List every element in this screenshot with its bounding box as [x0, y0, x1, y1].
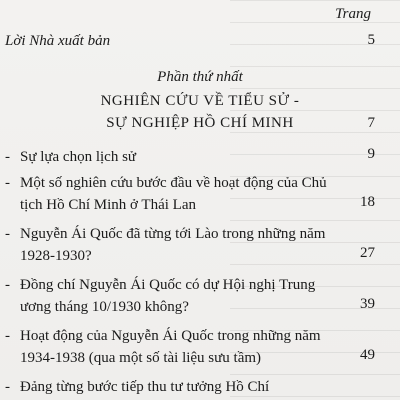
toc-preface-row: [5, 32, 363, 50]
entry-dash: -: [5, 277, 10, 293]
entry-page-number: 18: [360, 194, 375, 210]
entry-page-number: 27: [360, 245, 375, 261]
entry-dash: -: [5, 226, 10, 242]
preface-title: Lời Nhà xuất bản: [5, 33, 111, 49]
entry-dash: -: [5, 379, 10, 395]
entry-title: Sự lựa chọn lịch sử: [20, 149, 137, 165]
part-title-line-2: SỰ NGHIỆP HỒ CHÍ MINH: [106, 115, 294, 131]
page-column-header: Trang: [335, 6, 371, 22]
entry-title: Đồng chí Nguyễn Ái Quốc có dự Hội nghị Trung ương tháng 10/1930 không?: [20, 277, 316, 315]
entry-dash: -: [5, 328, 10, 344]
toc-entry: [5, 146, 335, 168]
entry-page-number: 39: [360, 296, 375, 312]
part-title-line-1: NGHIÊN CỨU VỀ TIỂU SỬ -: [100, 93, 300, 109]
toc-entry: [5, 325, 335, 369]
entry-dash: -: [5, 175, 10, 191]
toc-entry: [5, 376, 335, 398]
toc-entry: [5, 274, 335, 318]
entry-page-number: 9: [367, 146, 375, 162]
entry-dash: -: [5, 149, 10, 165]
toc-entry: [5, 223, 335, 267]
part-page-number: 7: [367, 115, 375, 131]
entry-page-number: 49: [360, 347, 375, 363]
entry-title: Đảng từng bước tiếp thu tư tưởng Hồ Chí: [20, 379, 270, 395]
part-heading: Phần thứ nhất: [157, 69, 243, 85]
entry-title: Một số nghiên cứu bước đầu về hoạt động của Chủ tịch Hồ Chí Minh ở Thái Lan: [20, 175, 327, 213]
entry-title: Hoạt động của Nguyễn Ái Quốc trong những năm 1934-1938 (qua một số tài liệu sưu tầm): [20, 328, 321, 366]
preface-page-number: 5: [367, 32, 375, 48]
toc-entry: [5, 172, 335, 216]
entry-title: Nguyễn Ái Quốc đã từng tới Lào trong những năm 1928-1930?: [20, 226, 326, 264]
